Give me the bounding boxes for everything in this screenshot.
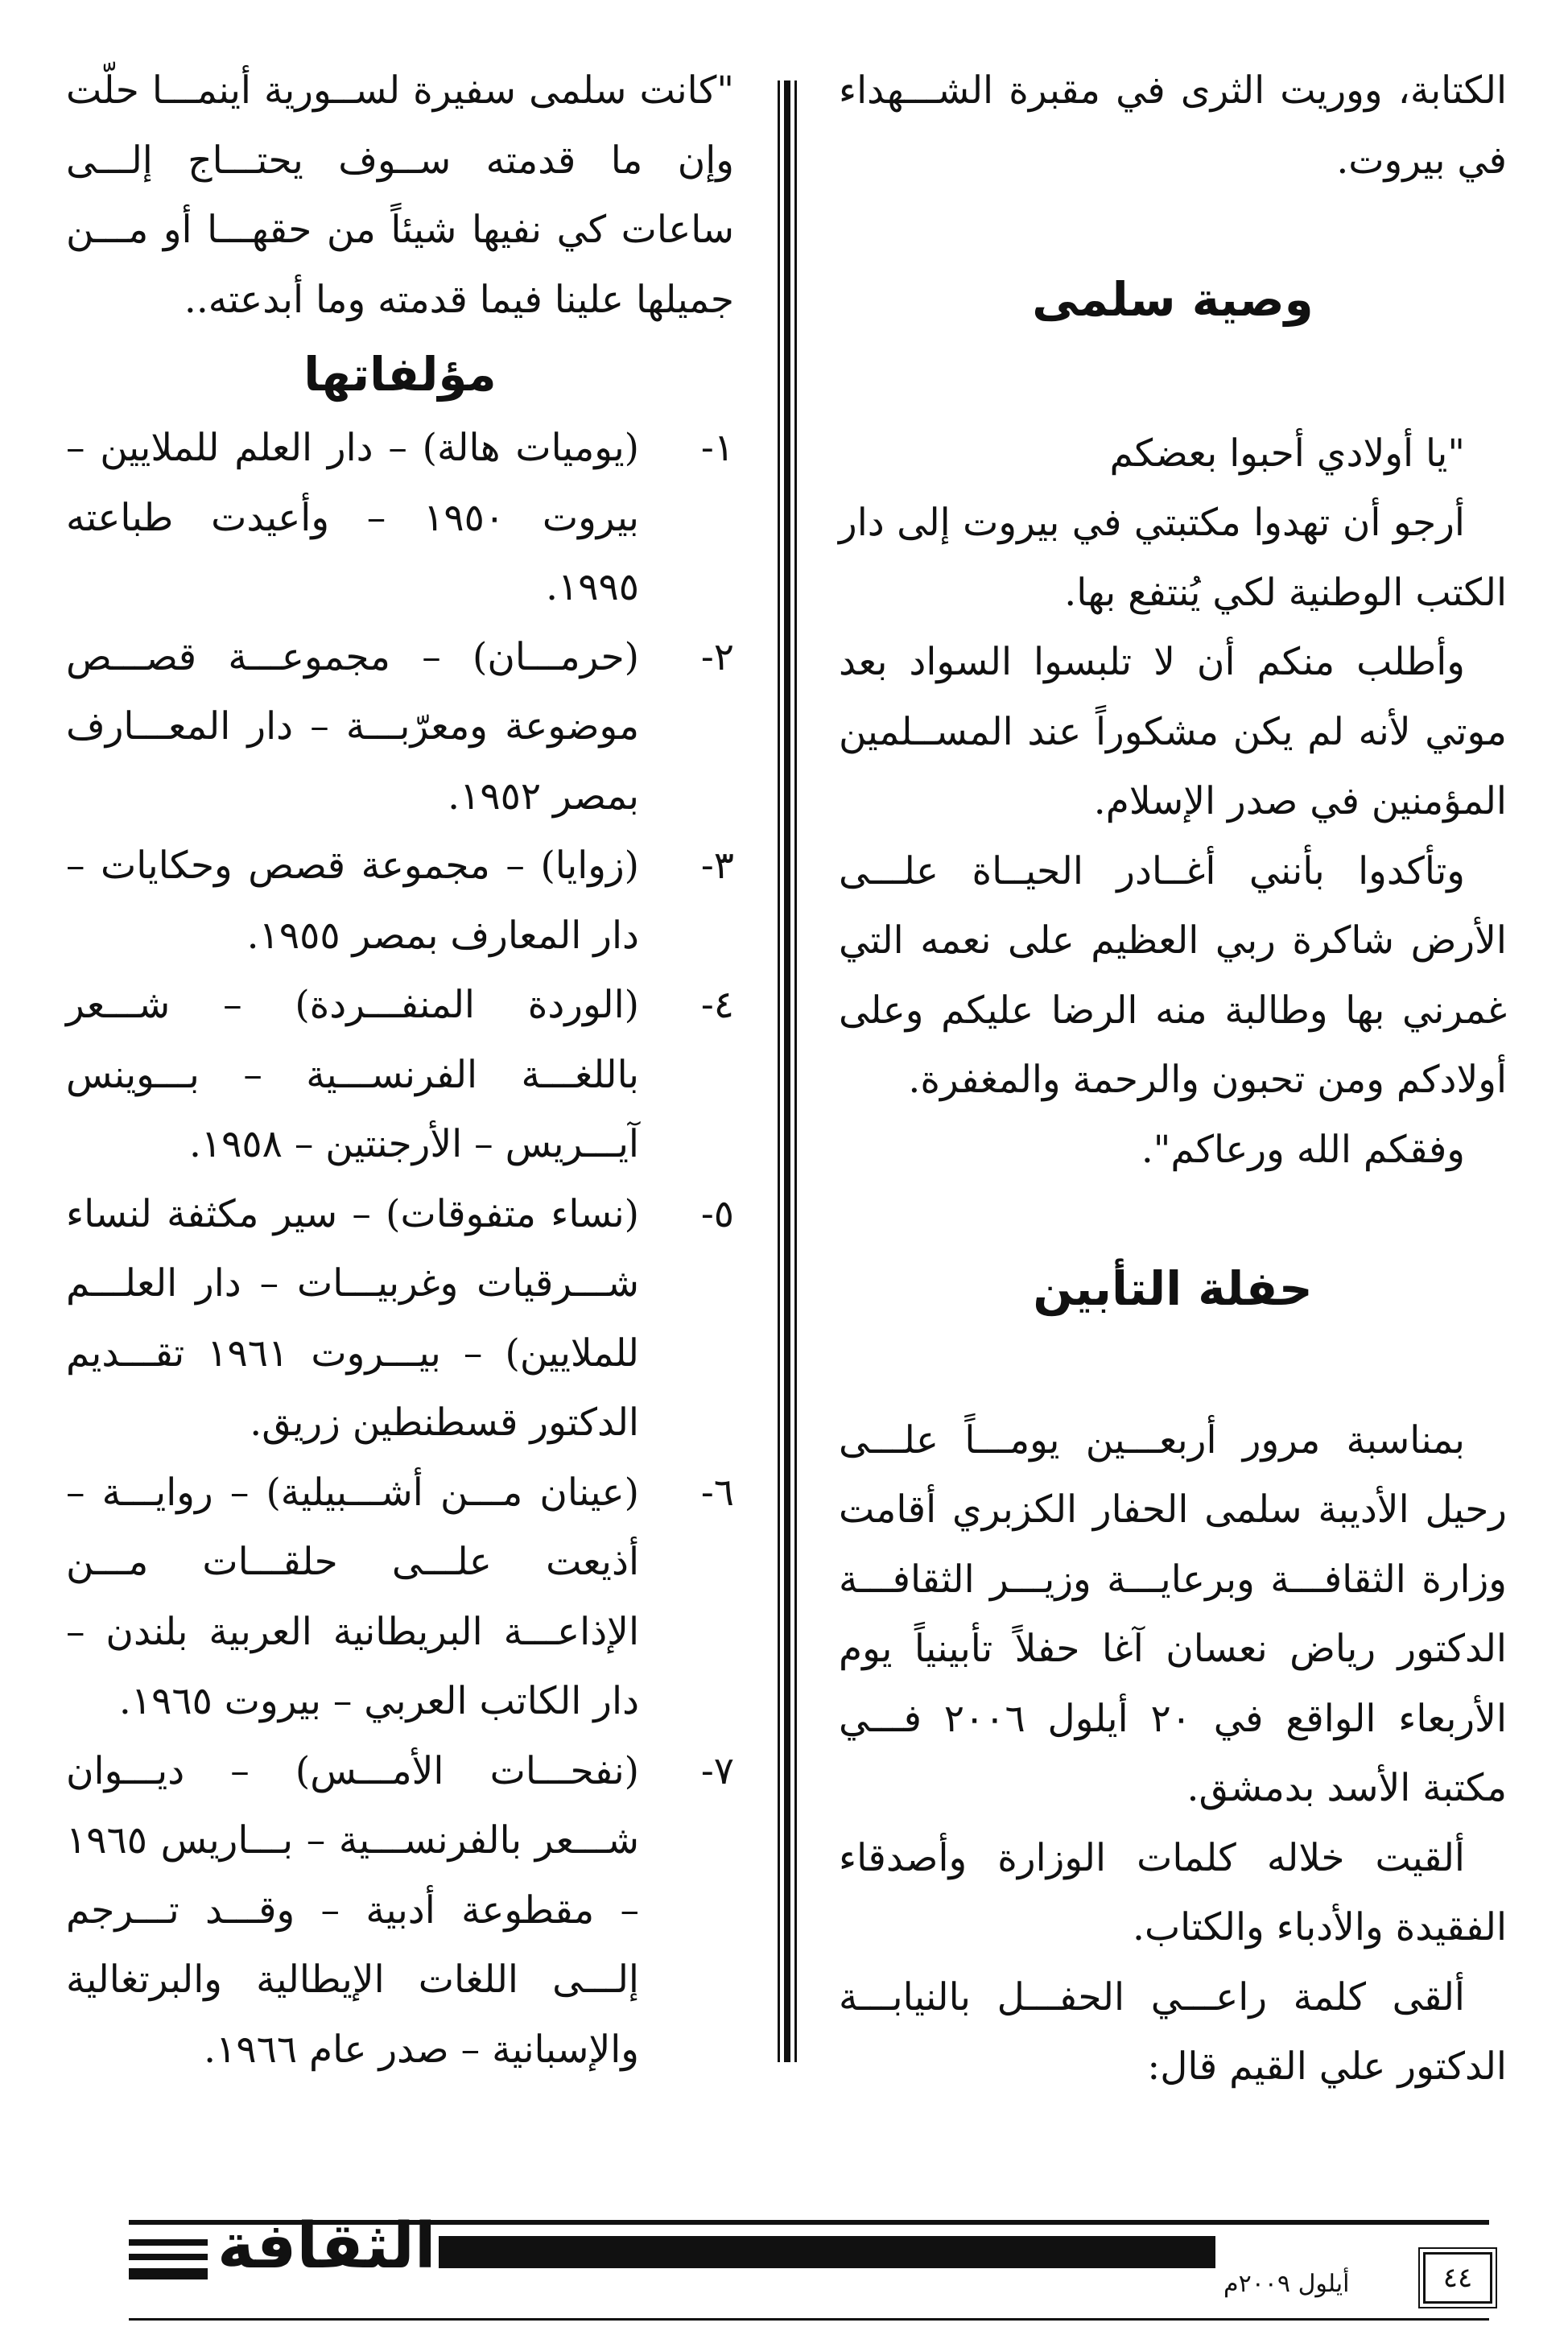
haflat-paragraph: بمناسبة مرور أربعـــين يومـــاً علـــى رحيل الأديبة سلمى الحفار الكزبري أقامت وزارة الثقافـــة وبرعايـــة وزيـــر الثقافـــة الدكتور رياض نعسان آغا حفلاً تأبينياً يوم الأربعاء الواقع في ٢٠ أيلول ٢٠٠٦ فـــي مكتبة الأسد بدمشق. bbox=[839, 1417, 1507, 1810]
list-item bbox=[66, 1458, 734, 1737]
footer-rule-bottom bbox=[129, 2318, 1489, 2321]
list-item bbox=[66, 1180, 734, 1458]
list-item-number: ٤- bbox=[700, 983, 734, 1027]
haflat-heading: حفلة التأبين bbox=[1033, 1261, 1313, 1316]
list-item-number: ٦- bbox=[700, 1470, 734, 1515]
footer-bar bbox=[439, 2236, 1215, 2268]
list-item bbox=[66, 623, 734, 832]
works-list bbox=[66, 414, 734, 2085]
right-column bbox=[839, 56, 1507, 2102]
footer-stripe bbox=[129, 2268, 208, 2279]
wasiyya-paragraph: وأطلب منكم أن لا تلبسوا السواد بعد موتي لأنه لم يكن مشكوراً عند المســلمين المؤمنين في صدر الإسلام. bbox=[839, 640, 1507, 823]
list-item-text: (نساء متفوقات) – سير مكثفة لنساء شـــرقيات وغربيـــات – دار العلـــم للملايين) – بيـــروت ١٩٦١ تقـــديم الدكتور قسطنطين زريق. bbox=[66, 1191, 639, 1445]
list-item-text: (حرمـــان) – مجموعـــة قصـــص موضوعة ومعرّبـــة – دار المعـــارف بمصر ١٩٥٢. bbox=[66, 634, 639, 819]
list-item-number: ٢- bbox=[700, 634, 734, 679]
list-item bbox=[66, 831, 734, 971]
list-item-number: ١- bbox=[700, 426, 734, 470]
intro-paragraph: الكتابة، ووريت الثرى في مقبرة الشـــهداء في بيروت. bbox=[839, 68, 1507, 183]
quote-paragraph: "كانت سلمى سفيرة لســورية أينمـــا حلّت وإن ما قدمته ســوف يحتـــاج إلـــى ساعات كي نفيها شيئاً من حقهـــا أو مـــن جميلها علينا فيما قدمته وما أبدعته.. bbox=[66, 68, 734, 322]
wasiyya-paragraph: أرجو أن تهدوا مكتبتي في بيروت إلى دار الكتب الوطنية لكي يُنتفع بها. bbox=[839, 501, 1507, 615]
column-separator bbox=[778, 80, 797, 2062]
page-number: ٤٤ bbox=[1423, 2252, 1492, 2304]
wasiyya-paragraph: وفقكم الله ورعاكم". bbox=[1141, 1127, 1465, 1172]
list-item-text: (يوميات هالة) – دار العلم للملايين – بيروت ١٩٥٠ – وأعيدت طباعته ١٩٩٥. bbox=[66, 426, 639, 609]
list-item-text: (نفحـــات الأمـــس) – ديـــوان شـــعر بالفرنســـية – بـــاريس ١٩٦٥ – مقطوعة أدبية – وقـــد تـــرجم إلـــى اللغات الإيطالية والبرتغالية والإسبانية – صدر عام ١٩٦٦. bbox=[66, 1748, 639, 2072]
issue-date: أيلول ٢٠٠٩م bbox=[1223, 2270, 1350, 2298]
wasiyya-heading: وصية سلمى bbox=[1032, 272, 1314, 327]
list-item bbox=[66, 1737, 734, 2086]
masthead-logo: الثقافة bbox=[217, 2210, 436, 2283]
list-item bbox=[66, 414, 734, 623]
wasiyya-paragraph: "يا أولادي أحبوا بعضكم bbox=[1109, 431, 1465, 476]
wasiyya-paragraph: وتأكدوا بأنني أغــادر الحيــاة علـــى الأرض شاكرة ربي العظيم على نعمه التي غمرني بها وطالبة منه الرضا عليكم وعلى أولادكم ومن تحبون والرحمة والمغفرة. bbox=[839, 848, 1507, 1102]
haflat-paragraph: ألقيت خلاله كلمات الوزارة وأصدقاء الفقيدة والأدباء والكتاب. bbox=[839, 1835, 1507, 1949]
list-item bbox=[66, 971, 734, 1180]
footer-stripe bbox=[129, 2239, 208, 2246]
left-column bbox=[66, 56, 734, 2085]
list-item-number: ٧- bbox=[700, 1748, 734, 1793]
works-heading: مؤلفاتها bbox=[303, 347, 497, 402]
list-item-number: ٣- bbox=[700, 844, 734, 888]
list-item-number: ٥- bbox=[700, 1191, 734, 1236]
list-item-text: (الوردة المنفـــردة) – شـــعر باللغـــة الفرنســـية – بـــوينس آيـــريس – الأرجنتين – ١٩٥٨. bbox=[66, 983, 639, 1166]
footer-stripe bbox=[129, 2254, 208, 2260]
list-item-text: (عينان مـــن أشـــبيلية) – روايـــة – أذيعت علـــى حلقـــات مـــن الإذاعـــة البريطانية العربية بلندن – دار الكاتب العربي – بيروت ١٩٦٥. bbox=[66, 1470, 639, 1723]
haflat-paragraph: ألقى كلمة راعـــي الحفـــل بالنيابـــة الدكتور علي القيم قال: bbox=[839, 1974, 1507, 2089]
list-item-text: (زوايا) – مجموعة قصص وحكايات – دار المعارف بمصر ١٩٥٥. bbox=[66, 844, 639, 958]
